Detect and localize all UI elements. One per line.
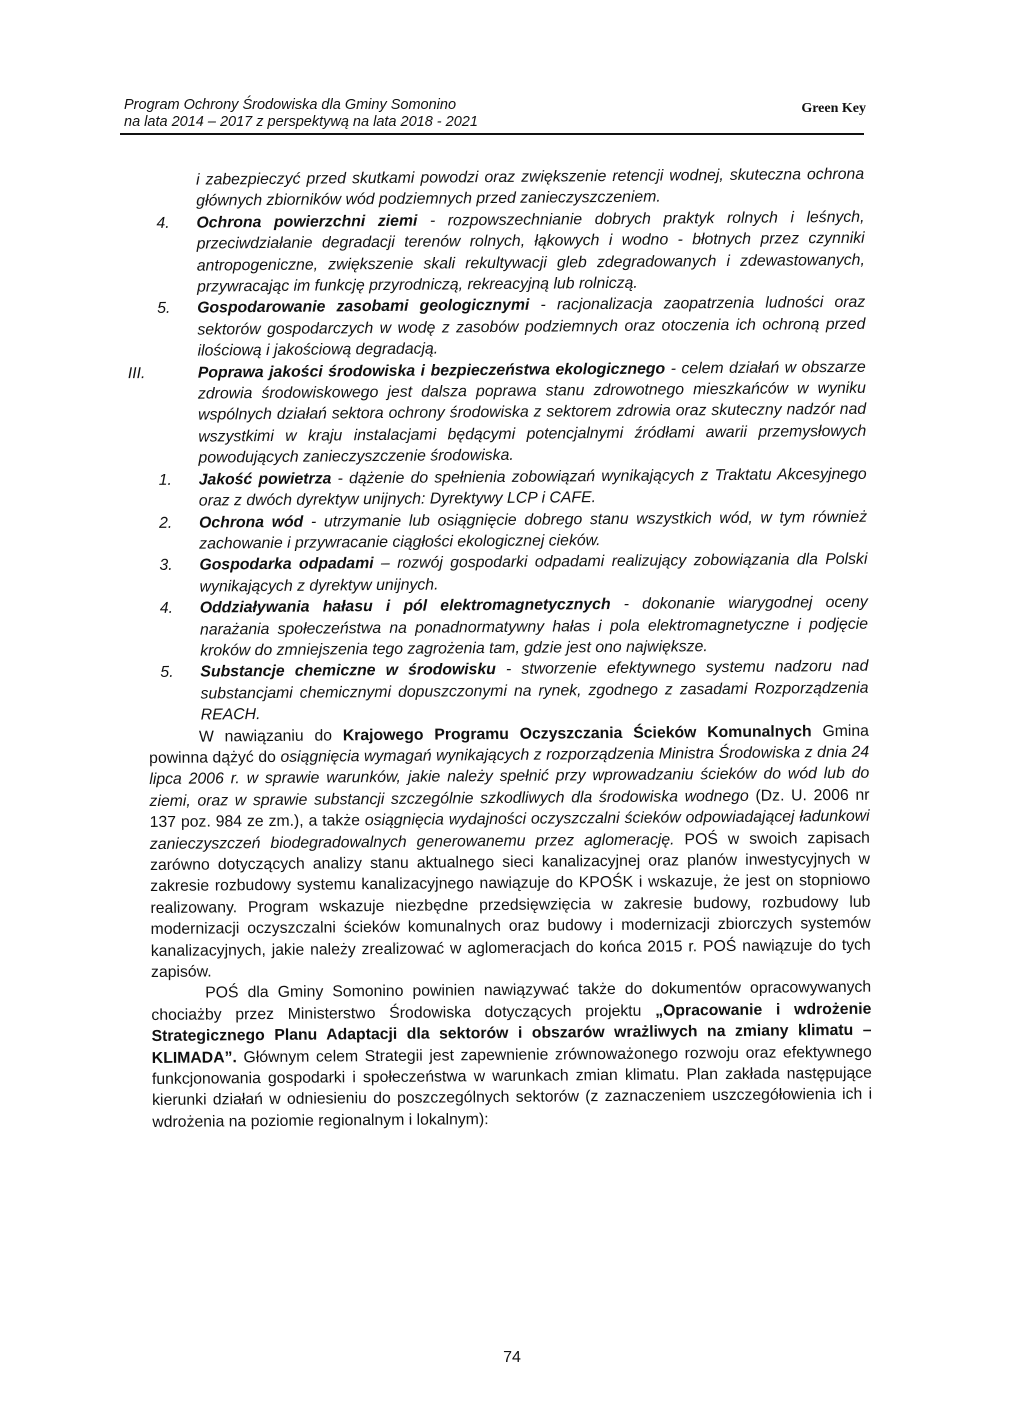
- list-item-title: Ochrona powierzchni ziemi: [196, 212, 418, 232]
- section-item: [127, 356, 867, 469]
- list-number: 5.: [157, 300, 171, 318]
- header-subtitle: na lata 2014 – 2017 z perspektywą na lata 2018 - 2021: [124, 114, 478, 130]
- document-header: [124, 97, 478, 131]
- paragraph-text: (Dz. U. 2006 nr 137 poz. 984 ze zm.), a także: [149, 786, 870, 832]
- section-title: Poprawa jakości środowiska i bezpieczeństwa ekologicznego: [197, 360, 666, 382]
- list-item: [152, 592, 869, 662]
- list-item: [148, 207, 865, 299]
- list-item: [151, 506, 867, 555]
- section-number: III.: [127, 364, 146, 382]
- paragraph-text: POŚ w swoich zapisach zarówno dotyczących analizy stanu aktualnego sieci kanalizacyjnej oraz planów inwestycyjnych w zakresie rozbudowy systemu kanalizacyjnego nawiązuje do KPOŚK i wskazuje, że jest on stopniowo realizowany. Program wskazuje niezbędne przedsięwzięcia w zakresie budowy, rozbudowy lub modernizacji oczyszczalni ścieków komunalnych oraz budowy i modernizacji zbiorczych systemów kanalizacyjnych, jakie należy zrealizować w aglomeracjach do końca 2015 r. POŚ nawiązuje do tych zapisów.: [149, 829, 871, 982]
- paragraph-lead: POŚ dla Gminy Somonino powinien nawiązywać także do dokumentów opracowywanych chociażby przez Ministerstwo Środowiska dotyczących projektu: [151, 979, 872, 1024]
- list-number: 2.: [159, 514, 173, 532]
- list-number: 5.: [160, 664, 174, 682]
- regulation-reference: osiągnięcia wymagań wynikających z rozporządzenia Ministra Środowiska z dnia 24 lipca 2006 r. w sprawie warunków, jakie należy spełnić przy wprowadzaniu ścieków do wód lub do ziemi, oraz w sprawie substancji szczególnie szkodliwych dla środowiska wodnego: [149, 743, 870, 810]
- document-body: [127, 164, 873, 1133]
- list-item-title: Gospodarka odpadami: [199, 555, 374, 574]
- project-name: „Opracowanie i wdrożenie Strategicznego Planu Adaptacji dla sektorów i obszarów wrażliwych na zmiany klimatu – KLIMADA”.: [151, 1000, 872, 1067]
- list-item-text: - stworzenie efektywnego systemu nadzoru nad substancjami chemicznymi dopuszczonymi na rynek, zgodnego z zasadami Rozporządzenia REACH.: [200, 658, 869, 724]
- list-item: [151, 463, 867, 512]
- list-item: [151, 549, 867, 598]
- list-item-text: - dokonanie wiarygodnej oceny narażania społeczeństwa na ponadnormatywny hałas i pola elektromagnetyczne i podjęcie kroków do zmniejszenia tego zagrożenia tam, gdzie jest ono największe.: [199, 593, 869, 660]
- paragraph: [151, 977, 872, 1133]
- list-item-text: - rozpowszechnianie dobrych praktyk rolnych i leśnych, przeciwdziałanie degradacji terenów rolnych, łąkowych i wodno - błotnych przez czynniki antropogeniczne, zwiększenie skali rekultywacji gleb zdegradowanych i zdewastowanych, przywracając im funkcję przyrodniczą, rekreacyjną lub rolniczą.: [196, 208, 865, 296]
- list-item-title: Oddziaływania hałasu i pól elektromagnetycznych: [199, 596, 611, 617]
- header-title: Program Ochrony Środowiska dla Gminy Somonino: [124, 97, 457, 113]
- paragraph-text: Gmina powinna dążyć do: [149, 722, 870, 767]
- list-item-text: – rozwój gospodarki odpadami realizujący zobowiązania dla Polski wynikających z dyrektyw unijnych.: [199, 551, 868, 596]
- paragraph: [149, 720, 871, 983]
- list-item-text: - racjonalizacja zaopatrzenia ludności oraz sektorów gospodarczych w wodę z zasobów podziemnych oraz otoczenia ich ochroną przed ilościową i jakościową degradacją.: [197, 294, 866, 360]
- list-number: 4.: [156, 214, 170, 232]
- continuation-text: i zabezpieczyć przed skutkami powodzi oraz zwiększenie retencji wodnej, skuteczna ochrona głównych zbiorników wód podziemnych przed zanieczyszczeniem.: [196, 165, 865, 210]
- section-text: - celem działań w obszarze zdrowia środowiskowego jest dalsza poprawa stanu zdrowotnego mieszkańców w wyniku wspólnych działań sektora ochrony środowiska z sektorem zdrowia oraz skuteczny nadzór nad wszystkimi w kraju instalacjami będącymi potencjalnymi źródłami awarii przemysłowych powodujących zanieczyszczenie środowiska.: [197, 358, 867, 467]
- list-number: 3.: [159, 557, 173, 575]
- paragraph-lead: W nawiązaniu do: [198, 726, 343, 746]
- list-item-text: - utrzymanie lub osiągnięcie dobrego stanu wszystkich wód, w tym również zachowanie i przywracanie ciągłości ekologicznej cieków.: [199, 508, 868, 553]
- brand-name: Green Key: [801, 101, 866, 116]
- page-number: 74: [503, 1349, 521, 1366]
- list-number: 4.: [159, 599, 174, 618]
- list-item-title: Jakość powietrza: [198, 470, 332, 489]
- program-name: Krajowego Programu Oczyszczania Ścieków Komunalnych: [342, 722, 812, 744]
- list-item: [149, 292, 866, 362]
- list-number: 1.: [158, 471, 172, 489]
- list-item-title: Gospodarowanie zasobami geologicznymi: [197, 297, 530, 318]
- list-item-title: Ochrona wód: [199, 513, 304, 532]
- list-item: [152, 656, 869, 726]
- paragraph-text: Głównym celem Strategii jest zapewnienie zrównoważonego rozwoju oraz efektywnego funkcjonowania gospodarki i społeczeństwa w warunkach zmian klimatu. Plan zakłada następujące kierunki działań w odniesieniu do poszczególnych sektorów (z zaznaczeniem uszczegółowienia ich i wdrożenia na poziomie regionalnym i lokalnym):: [151, 1043, 873, 1131]
- regulation-reference: osiągnięcia wydajności oczyszczalni ścieków odpowiadającej ładunkowi zanieczyszczeń biodegradowalnych generowanemu przez aglomerację.: [149, 807, 870, 853]
- header-divider: [120, 133, 864, 135]
- list-item-title: Substancje chemiczne w środowisku: [200, 661, 496, 681]
- list-item-text: - dążenie do spełnienia zobowiązań wynikających z Traktatu Akcesyjnego oraz z dwóch dyrektyw unijnych: Dyrektywy LCP i CAFE.: [198, 465, 867, 510]
